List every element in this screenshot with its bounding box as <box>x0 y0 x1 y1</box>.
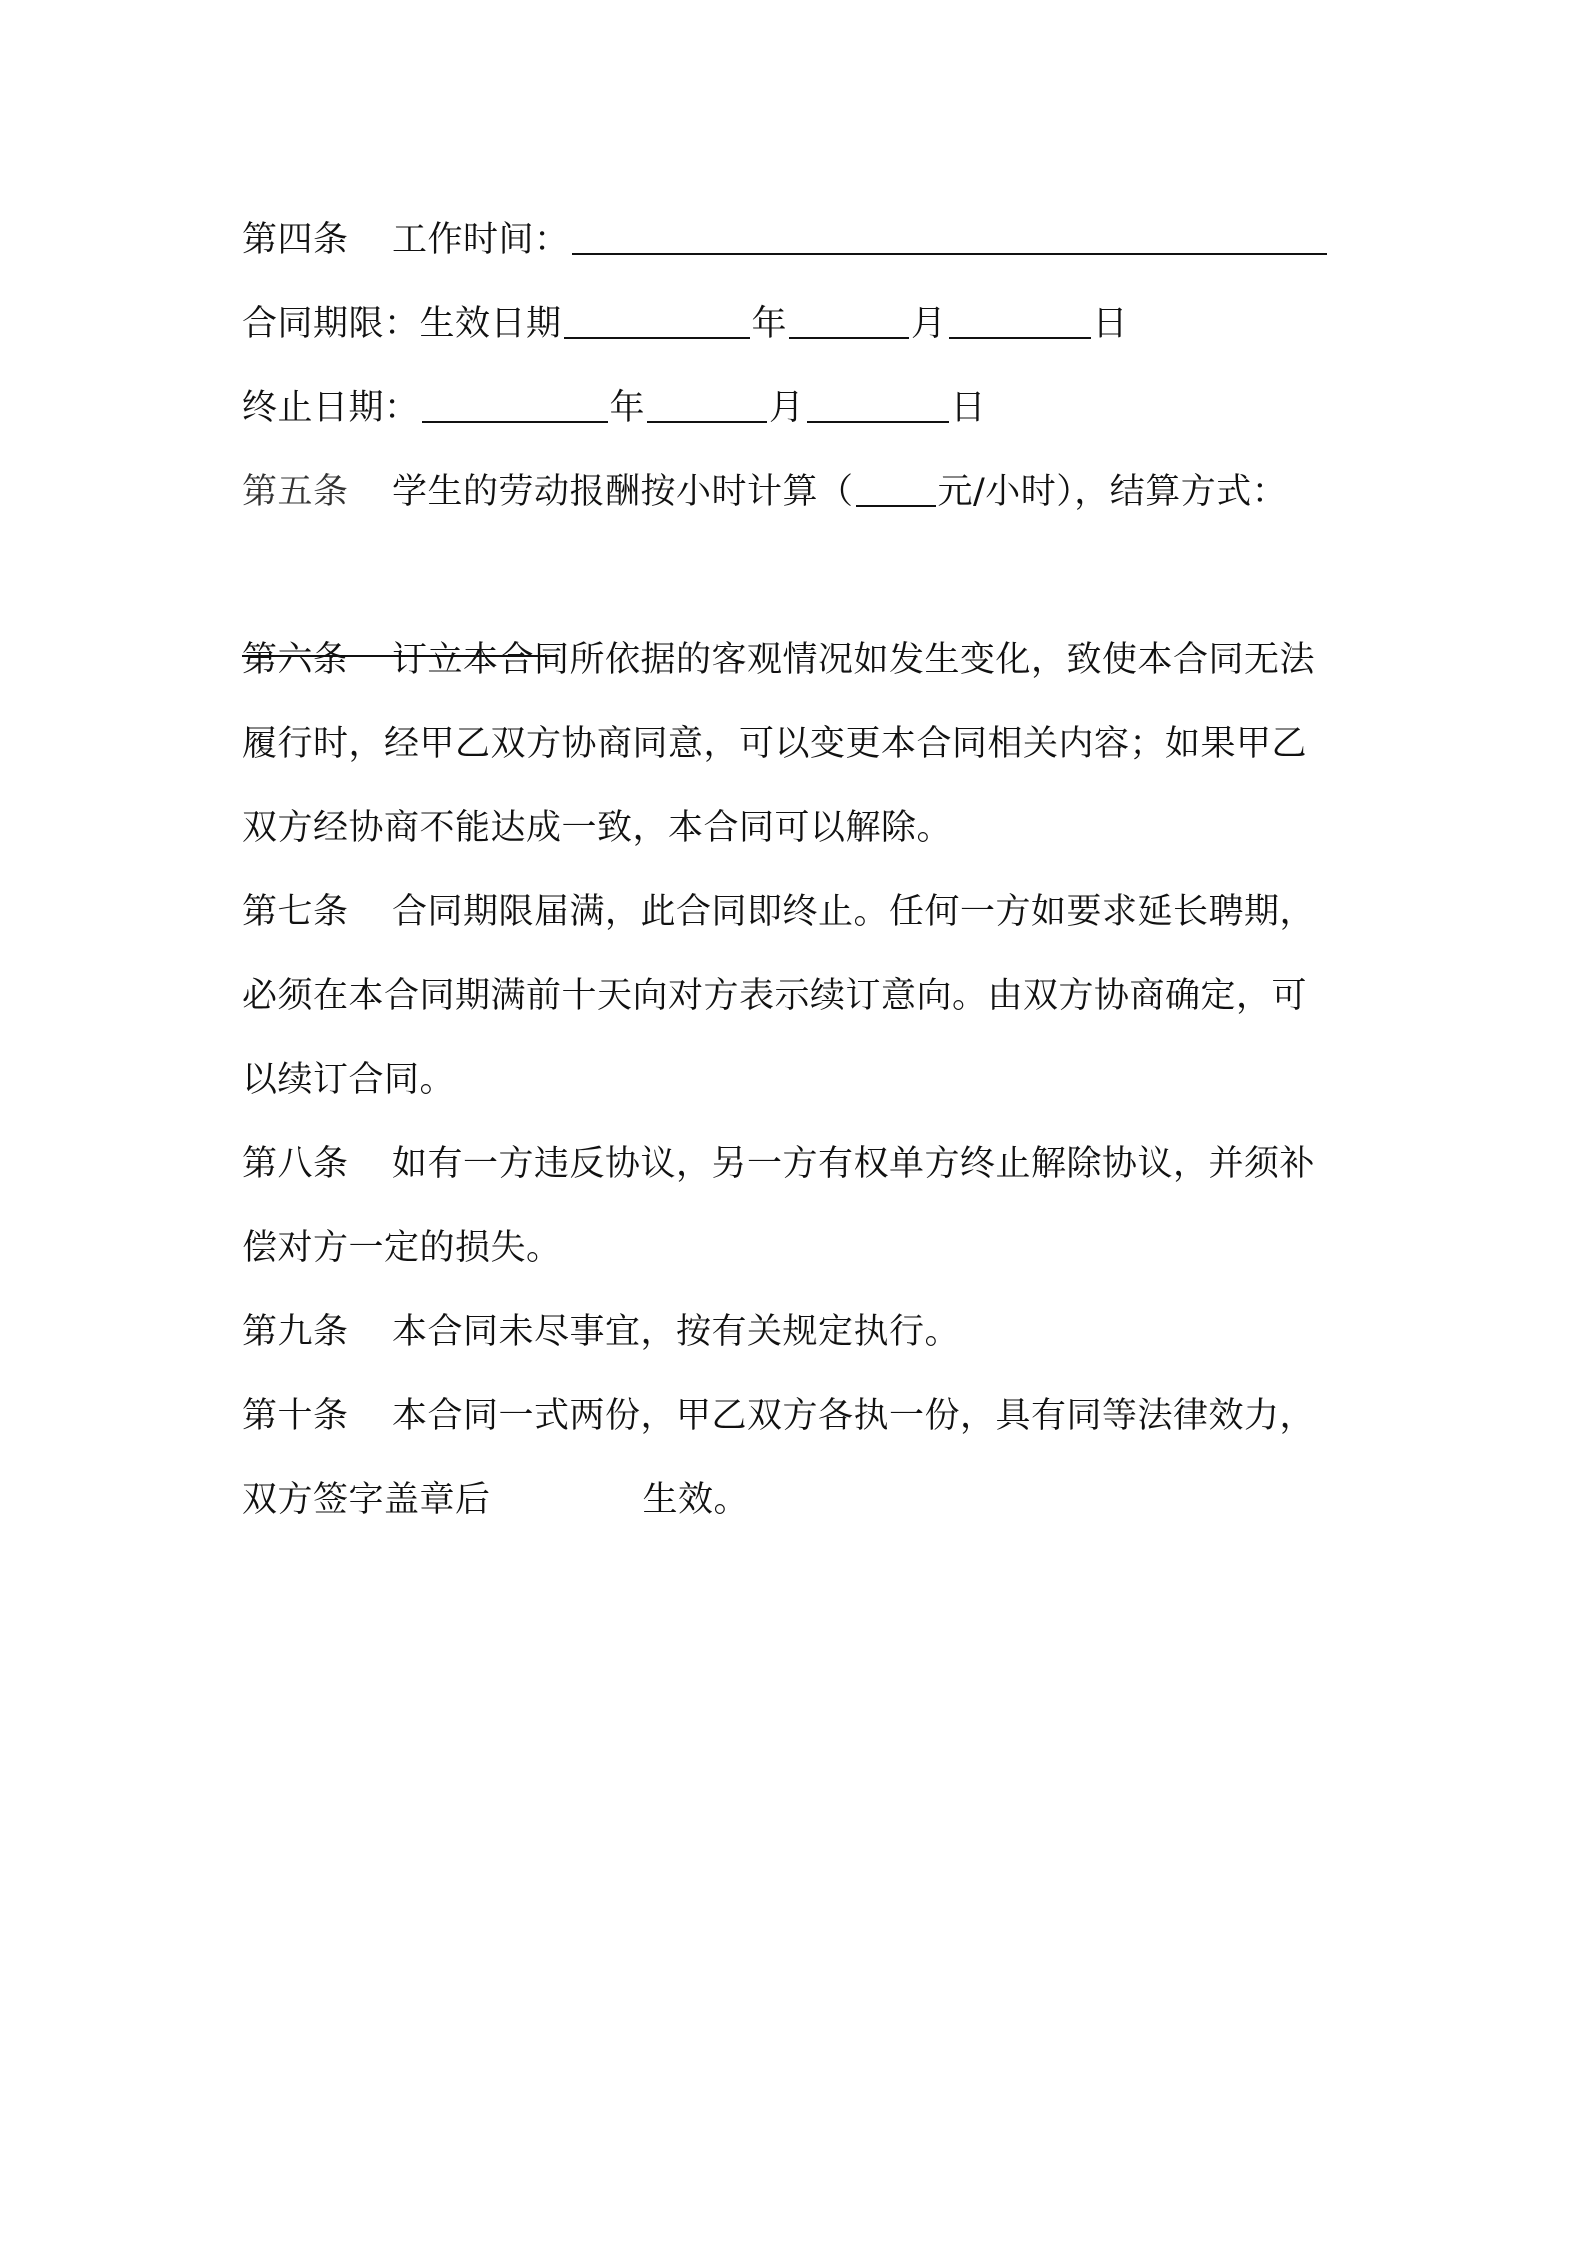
article-10-text-2-after: 生效。 <box>642 1480 750 1520</box>
article-10-text-1: 本合同一式两份，甲乙双方各执一份，具有同等法律效力， <box>392 1396 1316 1436</box>
article-5-label: 第五条 <box>242 472 349 512</box>
article-7-text-3: 以续订合同。 <box>242 1060 456 1100</box>
start-year-blank[interactable] <box>564 307 750 339</box>
article-7-line-3 <box>242 1038 1362 1122</box>
article-6-text-2: 履行时，经甲乙双方协商同意，可以变更本合同相关内容；如果甲乙 <box>242 724 1308 764</box>
term-end-text: 终止日期： <box>242 388 420 428</box>
contract-term-end <box>242 366 1362 450</box>
settlement-method-line <box>242 534 1362 618</box>
end-month-blank[interactable] <box>647 391 767 423</box>
article-8-text-2: 偿对方一定的损失。 <box>242 1228 562 1268</box>
article-4-label: 第四条 <box>242 220 349 260</box>
pay-text-before: 学生的劳动报酬按小时计算（ <box>392 472 854 512</box>
pay-text-after: 元/小时），结算方式： <box>937 472 1288 512</box>
start-month-blank[interactable] <box>789 307 909 339</box>
start-year-unit: 年 <box>751 304 788 344</box>
article-6-text-1: 订立本合同所依据的客观情况如发生变化，致使本合同无法 <box>392 640 1316 680</box>
article-6-line-2 <box>242 702 1362 786</box>
start-day-unit: 日 <box>1092 304 1129 344</box>
start-day-blank[interactable] <box>949 307 1091 339</box>
article-10-line-2 <box>242 1458 1362 1542</box>
article-6-line-1 <box>242 618 1362 702</box>
article-8-line-1 <box>242 1122 1362 1206</box>
end-day-unit: 日 <box>950 388 987 428</box>
contract-term-start <box>242 282 1362 366</box>
article-5-pay <box>242 450 1362 534</box>
term-start-text: 合同期限：生效日期 <box>242 304 562 344</box>
contract-body <box>242 198 1362 1542</box>
article-6-text-3: 双方经协商不能达成一致，本合同可以解除。 <box>242 808 953 848</box>
article-10-label: 第十条 <box>242 1396 349 1436</box>
article-7-text-1: 合同期限届满，此合同即终止。任何一方如要求延长聘期， <box>392 892 1316 932</box>
article-8-line-2 <box>242 1206 1362 1290</box>
article-4-work-hours <box>242 198 1362 282</box>
hourly-rate-blank[interactable] <box>856 475 936 507</box>
article-10-text-2-before: 双方签字盖章后 <box>242 1480 491 1520</box>
work-hours-text: 工作时间： <box>392 220 570 260</box>
end-day-blank[interactable] <box>807 391 949 423</box>
article-7-line-2 <box>242 954 1362 1038</box>
article-7-text-2: 必须在本合同期满前十天向对方表示续订意向。由双方协商确定，可 <box>242 976 1308 1016</box>
end-year-blank[interactable] <box>422 391 608 423</box>
article-7-label: 第七条 <box>242 892 349 932</box>
end-month-unit: 月 <box>769 388 805 428</box>
article-7-line-1 <box>242 870 1362 954</box>
work-hours-blank[interactable] <box>572 223 1327 255</box>
article-10-line-1 <box>242 1374 1362 1458</box>
end-year-unit: 年 <box>609 388 646 428</box>
article-9-text-1: 本合同未尽事宜，按有关规定执行。 <box>392 1312 961 1352</box>
start-month-unit: 月 <box>911 304 947 344</box>
article-9-label: 第九条 <box>242 1312 349 1352</box>
article-6-label: 第六条 <box>242 640 349 680</box>
article-8-label: 第八条 <box>242 1144 349 1184</box>
article-8-text-1: 如有一方违反协议，另一方有权单方终止解除协议，并须补 <box>392 1144 1316 1184</box>
article-6-line-3 <box>242 786 1362 870</box>
article-9-line-1 <box>242 1290 1362 1374</box>
